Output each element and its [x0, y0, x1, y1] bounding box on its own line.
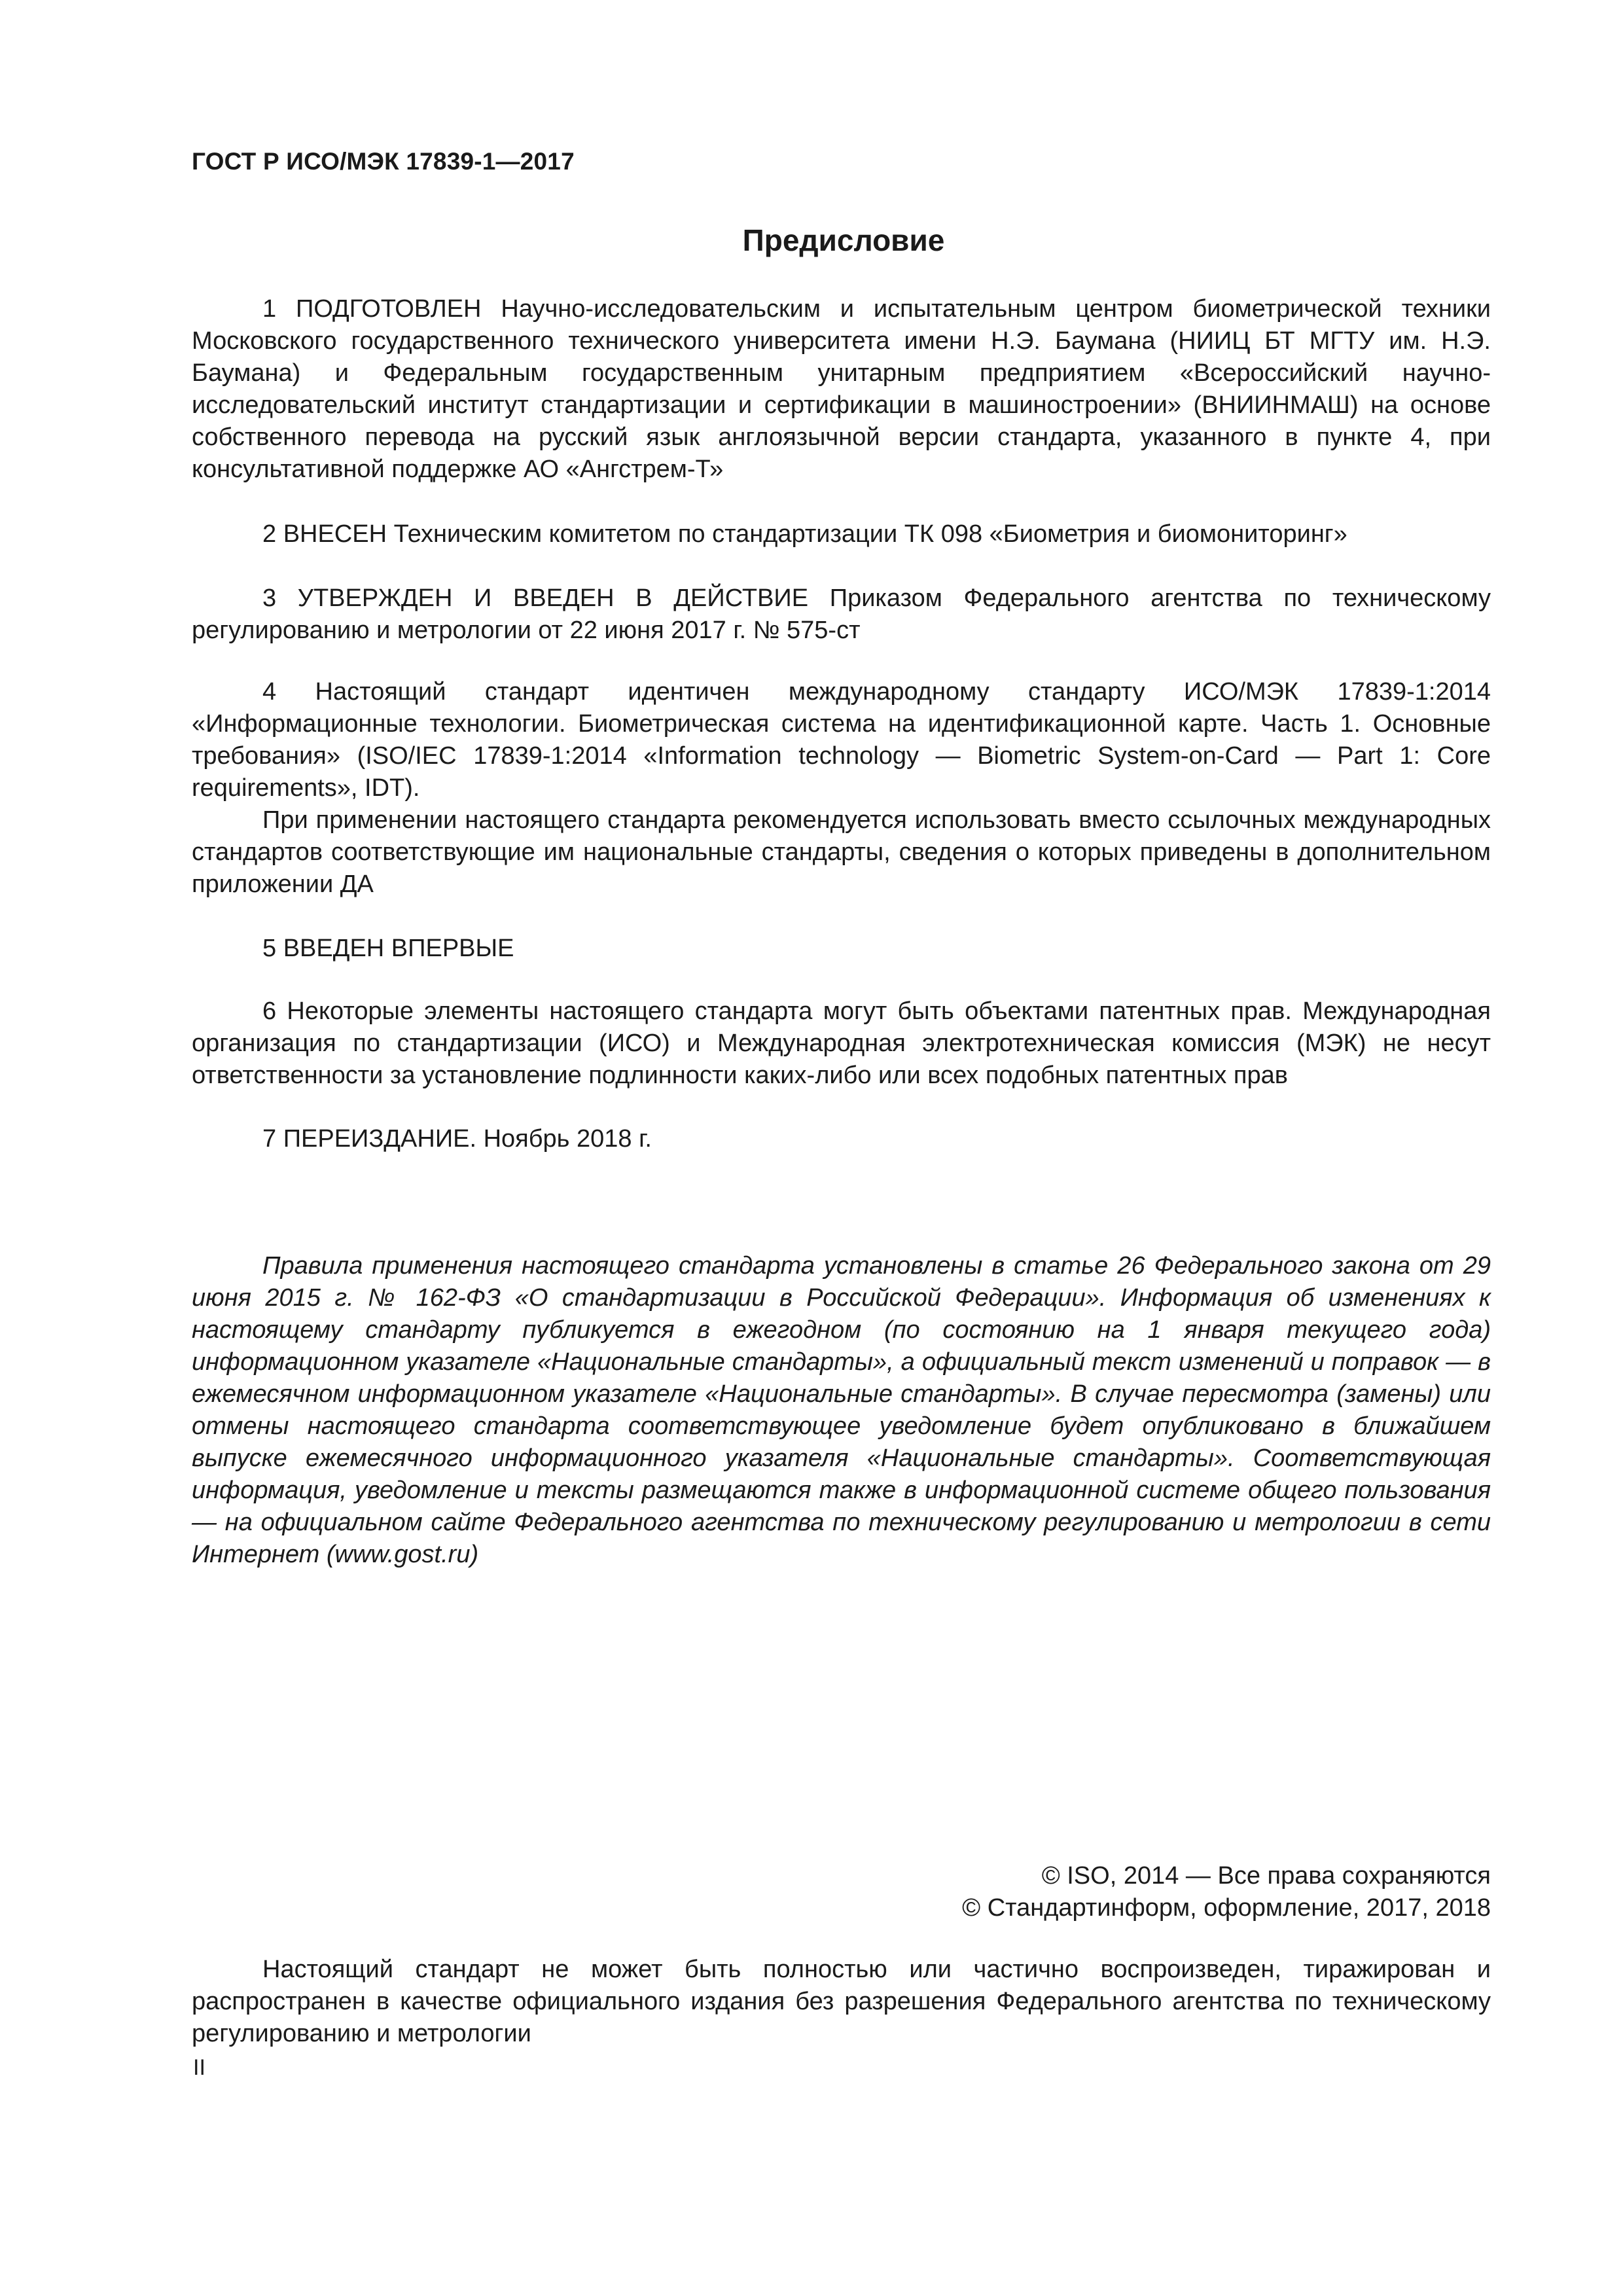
paragraph-text: 4 Настоящий стандарт идентичен международному стандарту ИСО/МЭК 17839-1:2014 «Информационные технологии. Биометрическая система на идентификационной карте. Часть 1. Основные требования» (ISO/IEC 17839-1:2014 «Information technology — Biometric System-on-Card — Part 1: Core requirements», IDT).	[192, 678, 1491, 802]
paragraph-identical-standard	[192, 676, 1491, 901]
page-title: Предисловие	[742, 223, 945, 257]
paragraph-text: 3 УТВЕРЖДЕН И ВВЕДЕН В ДЕЙСТВИЕ Приказом Федерального агентства по техническому регулированию и метрологии от 22 июня 2017 г. № 575-ст	[192, 584, 1491, 644]
copyright-standartinform: © Стандартинформ, оформление, 2017, 2018	[962, 1894, 1491, 1922]
notice-text: Правила применения настоящего стандарта установлены в статье 26 Федерального закона от 29 июня 2015 г. № 162-ФЗ «О стандартизации в Российской Федерации». Информация об изменениях к настоящему стандарту публикуется в ежегодном (по состоянию на 1 января текущего года) информационном указателе «Национальные стандарты», а официальный текст изменений и поправок — в ежемесячном информационном указателе «Национальные стандарты». В случае пересмотра (замены) или отмены настоящего стандарта соответствующее уведомление будет опубликовано в ближайшем выпуске ежемесячного информационного указателя «Национальные стандарты». Соответствующая информация, уведомление и тексты размещаются также в информационной системе общего пользования — на официальном сайте Федерального агентства по техническому регулированию и метрологии в сети Интернет (www.gost.ru)	[192, 1252, 1491, 1568]
paragraph-approved	[192, 583, 1491, 647]
paragraph-text: 6 Некоторые элементы настоящего стандарта могут быть объектами патентных прав. Международная организация по стандартизации (ИСО) и Международная электротехническая комиссия (МЭК) не несут ответственности за установление подлинности каких-либо или всех подобных патентных прав	[192, 997, 1491, 1089]
paragraph-reissue	[192, 1123, 1491, 1155]
paragraph-introduced-first	[192, 933, 1491, 965]
paragraph-text: 5 ВВЕДЕН ВПЕРВЫЕ	[262, 935, 514, 962]
page-number: II	[193, 2055, 205, 2080]
application-rules-notice	[192, 1250, 1491, 1571]
paragraph-submitted-by	[192, 518, 1491, 550]
document-designation: ГОСТ Р ИСО/МЭК 17839-1—2017	[192, 148, 575, 175]
copyright-iso: © ISO, 2014 — Все права сохраняются	[1041, 1862, 1491, 1890]
paragraph-text: 2 ВНЕСЕН Техническим комитетом по стандартизации ТК 098 «Биометрия и биомониторинг»	[262, 520, 1347, 548]
paragraph-patent-rights	[192, 996, 1491, 1092]
copyright-block	[962, 1860, 1491, 1924]
reproduction-notice	[192, 1954, 1491, 2050]
reproduction-text: Настоящий стандарт не может быть полностью или частично воспроизведен, тиражирован и распространен в качестве официального издания без разрешения Федерального агентства по техническому регулированию и метрологии	[192, 1956, 1491, 2047]
paragraph-text: 7 ПЕРЕИЗДАНИЕ. Ноябрь 2018 г.	[262, 1125, 652, 1153]
paragraph-text: При применении настоящего стандарта рекомендуется использовать вместо ссылочных международных стандартов соответствующие им национальные стандарты, сведения о которых приведены в дополнительном приложении ДА	[192, 806, 1491, 898]
paragraph-text: 1 ПОДГОТОВЛЕН Научно-исследовательским и испытательным центром биометрической техники Московского государственного технического университета имени Н.Э. Баумана (НИИЦ БТ МГТУ им. Н.Э. Баумана) и Федеральным государственным унитарным предприятием «Всероссийский научно-исследовательский институт стандартизации и сертификации в машиностроении» (ВНИИНМАШ) на основе собственного перевода на русский язык англоязычной версии стандарта, указанного в пункте 4, при консультативной поддержке АО «Ангстрем-Т»	[192, 295, 1491, 483]
paragraph-prepared-by	[192, 293, 1491, 486]
